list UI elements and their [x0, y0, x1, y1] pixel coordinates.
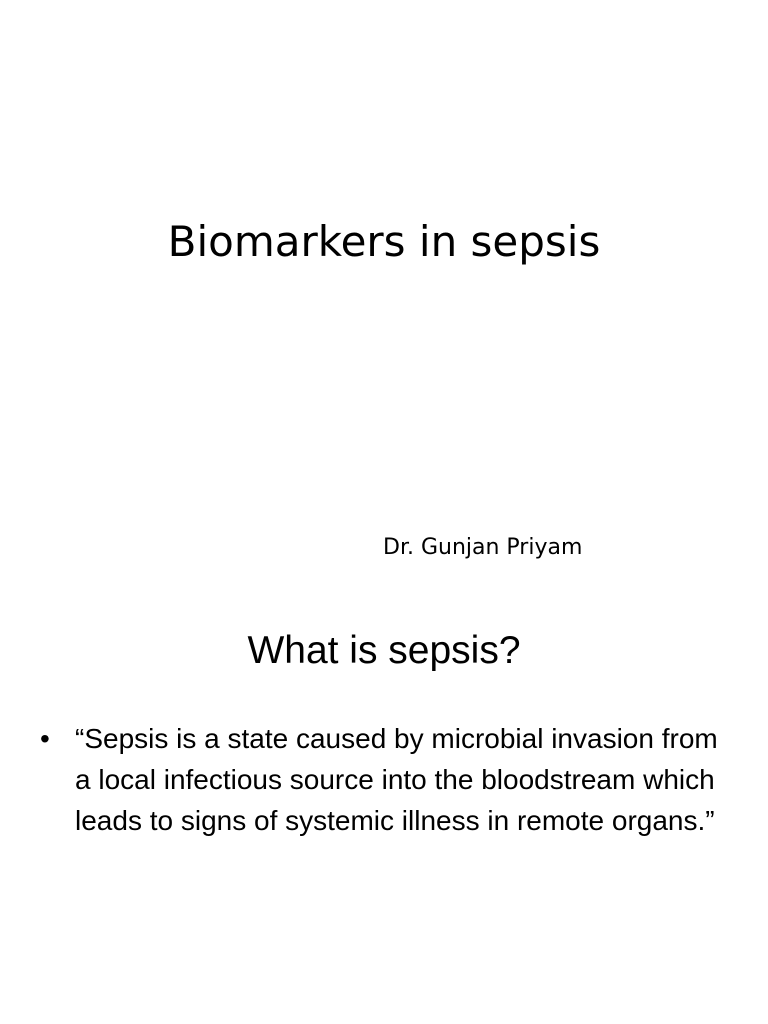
bullet-list — [40, 718, 740, 841]
slide-heading: What is sepsis? — [247, 629, 521, 672]
author-name: Dr. Gunjan Priyam — [383, 535, 583, 560]
content-slide — [0, 576, 768, 1024]
slide-title: Biomarkers in sepsis — [167, 217, 601, 266]
bullet-icon: • — [40, 723, 50, 754]
list-item — [40, 718, 740, 841]
bullet-text: “Sepsis is a state caused by microbial invasion from a local infectious source into the bloodstream which leads to signs of systemic illness in remote organs.” — [75, 723, 718, 836]
